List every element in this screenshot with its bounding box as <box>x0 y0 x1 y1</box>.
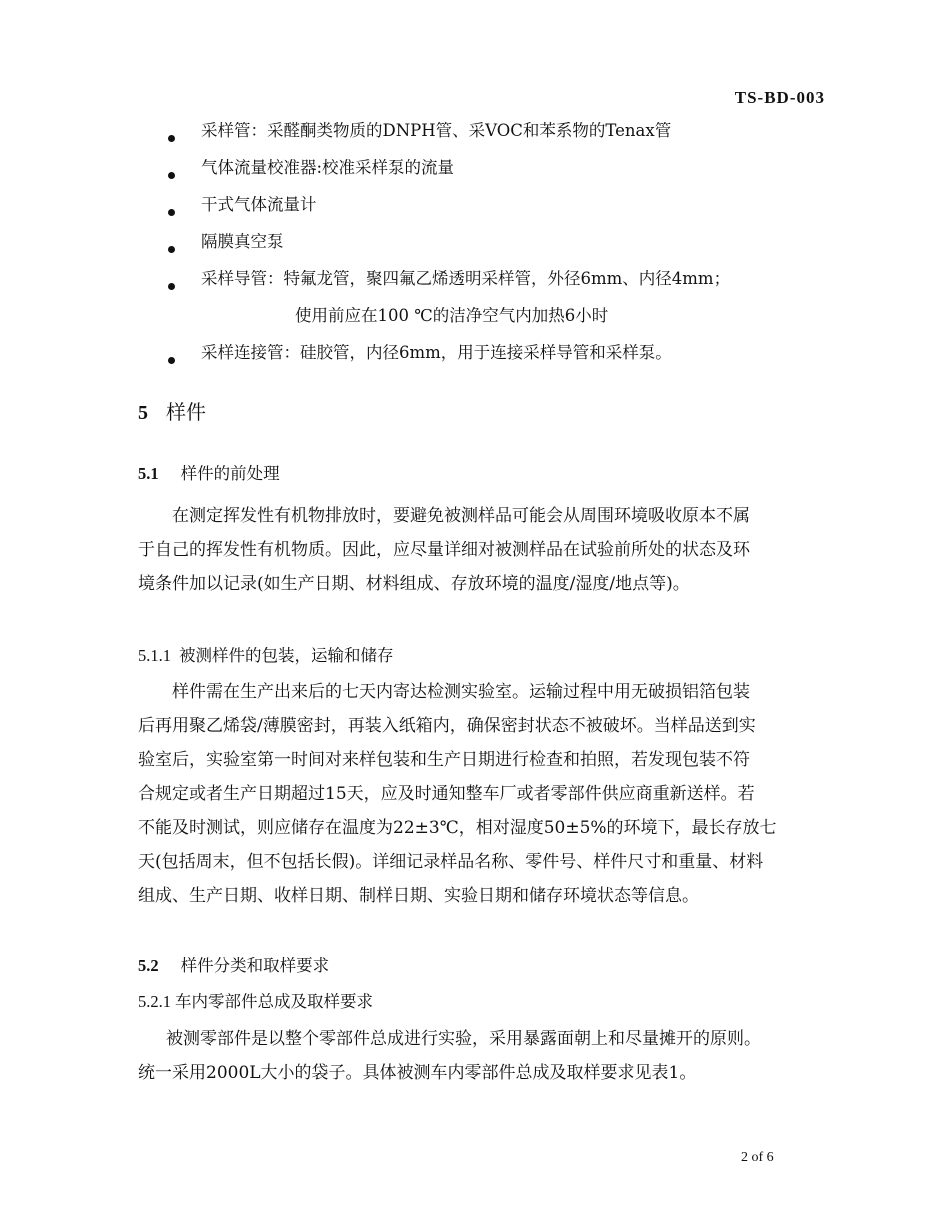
list-item-text: 采样导管：特氟龙管，聚四氟乙烯透明采样管，外径6mm、内径4mm； <box>201 269 731 288</box>
list-item-text: 采样连接管：硅胶管，内径6mm，用于连接采样导管和采样泵。 <box>201 343 672 362</box>
list-item <box>168 264 828 301</box>
paragraph-line: 天(包括周末，但不包括长假)。详细记录样品名称、零件号、样件尺寸和重量、材料 <box>138 852 764 872</box>
section-5-1-1-paragraph <box>138 675 828 913</box>
section-title: 被测样件的包装，运输和储存 <box>179 646 394 665</box>
list-item-text: 隔膜真空泵 <box>201 232 284 251</box>
paragraph-line: 验室后，实验室第一时间对来样包装和生产日期进行检查和拍照，若发现包装不符 <box>138 750 750 770</box>
section-5-2-1-paragraph <box>138 1022 828 1090</box>
paragraph-line: 被测零部件是以整个零部件总成进行实验，采用暴露面朝上和尽量摊开的原则。 <box>166 1029 761 1049</box>
section-5-heading <box>138 397 206 428</box>
section-number: 5.2 <box>138 956 159 975</box>
section-5-1-paragraph <box>138 499 828 601</box>
list-item-text: 气体流量校准器:校准采样泵的流量 <box>201 158 455 177</box>
paragraph-line: 境条件加以记录(如生产日期、材料组成、存放环境的温度/湿度/地点等)。 <box>138 574 690 594</box>
section-title: 样件分类和取样要求 <box>180 956 330 975</box>
section-title: 样件的前处理 <box>180 464 280 483</box>
bullet-icon <box>168 172 175 179</box>
bullet-icon <box>168 209 175 216</box>
section-5-1-1-heading <box>138 641 394 671</box>
section-5-1-heading <box>138 459 280 489</box>
list-item <box>168 153 828 190</box>
bullet-icon <box>168 357 175 364</box>
paragraph-line: 组成、生产日期、收样日期、制样日期、实验日期和储存环境状态等信息。 <box>138 886 699 906</box>
list-item <box>168 227 828 264</box>
paragraph-line: 样件需在生产出来后的七天内寄达检测实验室。运输过程中用无破损铝箔包装 <box>172 682 750 702</box>
list-item <box>168 116 828 153</box>
bullet-icon <box>168 283 175 290</box>
section-title: 样件 <box>166 400 206 424</box>
page-number: 2 of 6 <box>741 1150 774 1165</box>
list-item-continuation: 使用前应在100 ℃的洁净空气内加热6小时 <box>295 306 609 325</box>
list-item <box>168 338 828 375</box>
list-item-text: 采样管：采醛酮类物质的DNPH管、采VOC和苯系物的Tenax管 <box>201 121 672 140</box>
equipment-list <box>168 116 828 375</box>
paragraph-line: 后再用聚乙烯袋/薄膜密封，再装入纸箱内，确保密封状态不被破坏。当样品送到实 <box>138 716 756 736</box>
paragraph-line: 在测定挥发性有机物排放时，要避免被测样品可能会从周围环境吸收原本不属 <box>172 506 750 526</box>
section-number: 5 <box>138 402 148 424</box>
section-title: 车内零部件总成及取样要求 <box>175 992 373 1011</box>
section-number: 5.1 <box>138 464 159 483</box>
bullet-icon <box>168 246 175 253</box>
paragraph-line: 不能及时测试，则应储存在温度为22±3℃，相对湿度50±5%的环境下，最长存放七 <box>138 818 777 838</box>
list-item <box>168 190 828 227</box>
paragraph-line: 于自己的挥发性有机物质。因此，应尽量详细对被测样品在试验前所处的状态及环 <box>138 540 750 560</box>
bullet-icon <box>168 135 175 142</box>
section-number: 5.1.1 <box>138 646 171 665</box>
section-5-2-heading <box>138 951 329 981</box>
paragraph-line: 统一采用2000L大小的袋子。具体被测车内零部件总成及取样要求见表1。 <box>138 1063 697 1083</box>
list-item-text: 干式气体流量计 <box>201 195 317 214</box>
section-number: 5.2.1 <box>138 992 171 1011</box>
document-code: TS-BD-003 <box>734 88 825 107</box>
section-5-2-1-heading <box>138 987 373 1017</box>
paragraph-line: 合规定或者生产日期超过15天，应及时通知整车厂或者零部件供应商重新送样。若 <box>138 784 755 804</box>
